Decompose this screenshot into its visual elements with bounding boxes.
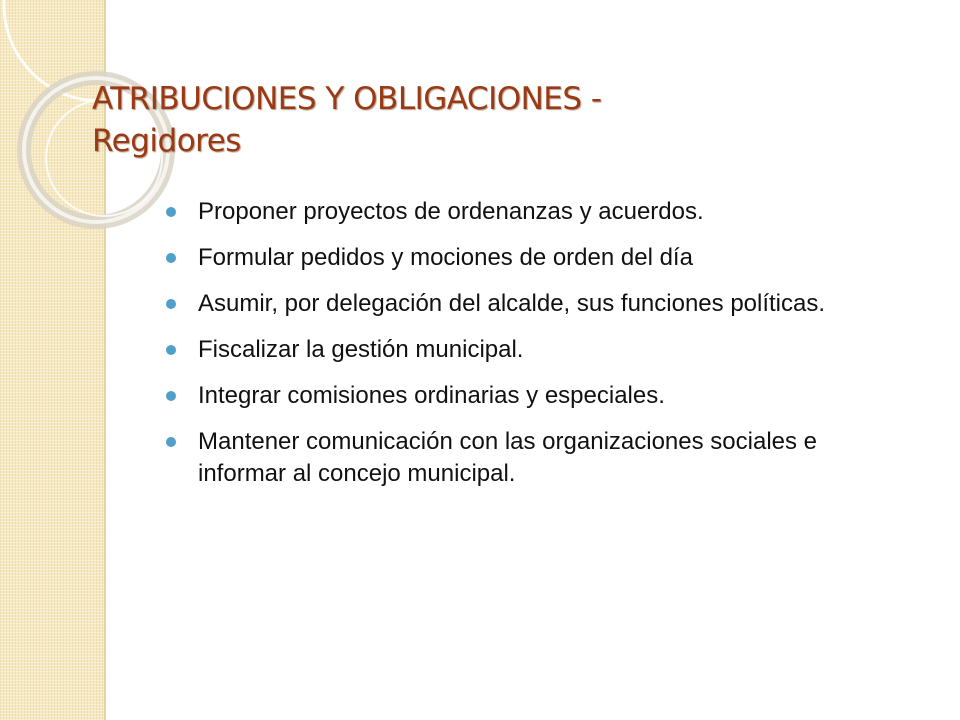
bullet-list [166, 196, 906, 504]
bullet-text: Asumir, por delegación del alcalde, sus funciones políticas. [198, 290, 826, 317]
bullet-item [166, 196, 906, 228]
bullet-dot-icon [166, 253, 176, 263]
bullet-dot-icon [166, 299, 176, 309]
bullet-dot-icon [166, 391, 176, 401]
bullet-item [166, 380, 906, 412]
bullet-text: Proponer proyectos de ordenanzas y acuerdos. [198, 198, 704, 225]
bullet-text: Integrar comisiones ordinarias y especiales. [198, 382, 665, 409]
bullet-text: Fiscalizar la gestión municipal. [198, 336, 524, 363]
title-line-1: ATRIBUCIONES Y OBLIGACIONES - [92, 81, 602, 117]
title-line-2: Regidores [92, 123, 241, 159]
bullet-item [166, 242, 906, 274]
bullet-item [166, 288, 906, 320]
bullet-text: Mantener comunicación con las organizaciones sociales e informar al concejo municipal. [198, 428, 818, 487]
bullet-dot-icon [166, 437, 176, 447]
bullet-item [166, 334, 906, 366]
slide-title [92, 78, 892, 162]
bullet-dot-icon [166, 207, 176, 217]
bullet-dot-icon [166, 345, 176, 355]
bullet-text: Formular pedidos y mociones de orden del día [198, 244, 693, 271]
bullet-item [166, 426, 906, 490]
